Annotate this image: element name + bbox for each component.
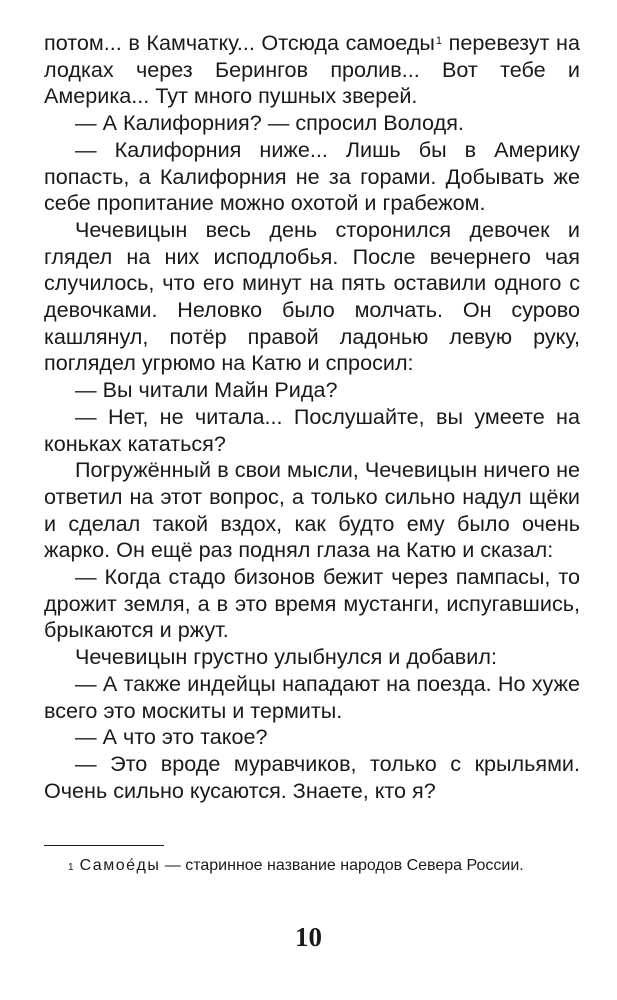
- paragraph: Погружённый в свои мысли, Чечевицын ничего не ответил на этот вопрос, а только сильно надул щёки и сделал такой вздох, как будто ему было очень жарко. Он ещё раз поднял глаза на Катю и сказал:: [44, 457, 580, 563]
- footnote-mark: 1: [68, 862, 74, 873]
- paragraph: — А что это такое?: [75, 724, 268, 750]
- paragraph-text: потом... в Камчатку... Отсюда самоеды: [44, 30, 435, 55]
- footnote-divider: [44, 845, 164, 846]
- page-content: [44, 30, 580, 804]
- footnote-text: — старинное название народов Севера России.: [160, 857, 524, 874]
- paragraph: [44, 30, 580, 110]
- paragraph-text: перевезут на лодках через Берингов пролив... Вот тебе и Америка... Тут много пушных зверей.: [44, 30, 580, 109]
- paragraph: — Нет, не читала... Послушайте, вы умеете на коньках кататься?: [44, 403, 580, 456]
- paragraph: Чечевицын грустно улыбнулся и добавил:: [75, 644, 497, 670]
- footnote: [44, 854, 580, 877]
- paragraph: — Вы читали Майн Рида?: [75, 377, 338, 403]
- paragraph: — Это вроде муравчиков, только с крыльями. Очень сильно кусаются. Знаете, кто я?: [44, 750, 580, 803]
- paragraph: Чечевицын весь день сторонился девочек и глядел на них исподлобья. После вечернего чая случилось, что его минут на пять оставили одного с девочками. Неловко было молчать. Он сурово кашлянул, потёр правой ладонью левую руку, поглядел угрюмо на Катю и спросил:: [44, 216, 580, 376]
- footnote-reference[interactable]: 1: [435, 35, 443, 47]
- footnote-term: Самое́ды: [79, 857, 161, 874]
- paragraph: — Когда стадо бизонов бежит через пампасы, то дрожит земля, а в это время мустанги, испугавшись, брыкаются и ржут.: [44, 564, 580, 643]
- paragraph: — А также индейцы нападают на поезда. Но хуже всего это москиты и термиты.: [44, 670, 580, 723]
- page-number: 10: [295, 922, 322, 952]
- body-text: [44, 30, 580, 804]
- paragraph: — А Калифорния? — спросил Володя.: [75, 110, 464, 136]
- paragraph: — Калифорния ниже... Лишь бы в Америку попасть, а Калифорния не за горами. Добывать же себе пропитание можно охотой и грабежом.: [44, 136, 580, 216]
